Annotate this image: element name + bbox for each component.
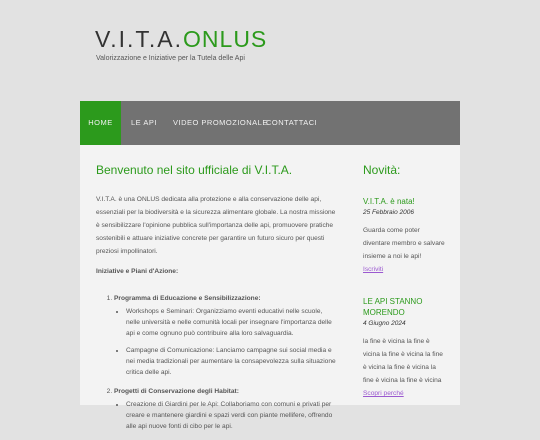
programs-list	[96, 293, 336, 432]
program-title: 2. Progetti di Conservazione degli Habitat:	[114, 388, 239, 395]
site-header	[0, 0, 540, 101]
intro-paragraph: V.I.T.A. è una ONLUS dedicata alla protezione e alla conservazione delle api, essenziali per la biodiversità e la sicurezza alimentare globale. La nostra missione è sensibilizzare l'opinione pubblica sull'importanza delle api, promuovere pratiche sostenibili e attuare iniziative concrete per garantire un futuro sicuro per questi preziosi impollinatori.	[96, 196, 336, 255]
iscriviti-link[interactable]: Iscriviti	[363, 266, 384, 273]
news-date: 4 Giugno 2024	[363, 320, 406, 327]
program-sublist	[114, 399, 336, 432]
program-subitem: • Campagne di Comunicazione: Lanciamo campagne sui social media e nei media tradizionali per aumentare la consapevolezza sulla situazione critica delle api.	[126, 345, 336, 378]
news-title: LE API STANNO MORENDO	[363, 297, 423, 317]
main-column	[96, 163, 336, 440]
nav-item-home[interactable]: HOME	[80, 101, 121, 145]
program-subitem: • Workshops e Seminari: Organizziamo eventi educativi nelle scuole, nelle università e nelle comunità locali per insegnare l'importanza delle api e come ognuno può contribuire alla loro salvaguardia.	[126, 306, 336, 339]
news-text: la fine è vicina la fine è vicina la fine è vicina la fine è vicina la fine è vicina la fine è vicina la fine è vicina	[363, 338, 443, 384]
nav-item-video-promozionale[interactable]: VIDEO PROMOZIONALE	[173, 118, 268, 127]
nav-item-le-api[interactable]: LE API	[131, 118, 157, 127]
news-title: V.I.T.A. è nata!	[363, 197, 415, 206]
main-nav	[80, 101, 460, 145]
nav-item-contattaci[interactable]: CONTATTACI	[266, 118, 318, 127]
program-title: 1. Programma di Educazione e Sensibilizzazione:	[114, 295, 261, 302]
program-item	[114, 293, 336, 378]
news-text: Guarda come poter diventare membro e salvare insieme a noi le api!	[363, 227, 445, 260]
site-tagline: Valorizzazione e Iniziative per la Tutela delle Api	[96, 55, 245, 62]
program-subitem: • Creazione di Giardini per le Api: Collaboriamo con comuni e privati per creare e mantenere giardini e spazi verdi con piante mellifere, offrendo alle api nuove fonti di cibo per le api.	[126, 399, 336, 432]
news-item	[363, 296, 448, 400]
section-title: Iniziative e Piani d'Azione:	[96, 268, 179, 275]
page-title: Benvenuto nel sito ufficiale di V.I.T.A.	[96, 163, 293, 177]
news-item	[363, 196, 448, 276]
news-sidebar	[363, 163, 448, 400]
program-item	[114, 386, 336, 432]
news-heading: Novità:	[363, 163, 401, 177]
news-date: 25 Febbraio 2006	[363, 209, 414, 216]
logo-main-text: V.I.T.A.	[95, 26, 184, 52]
site-logo[interactable]	[95, 26, 267, 53]
logo-accent-text: ONLUS	[183, 26, 268, 52]
program-sublist	[114, 306, 336, 378]
content-area	[80, 145, 460, 430]
scopri-perche-link[interactable]: Scopri perché	[363, 390, 404, 397]
